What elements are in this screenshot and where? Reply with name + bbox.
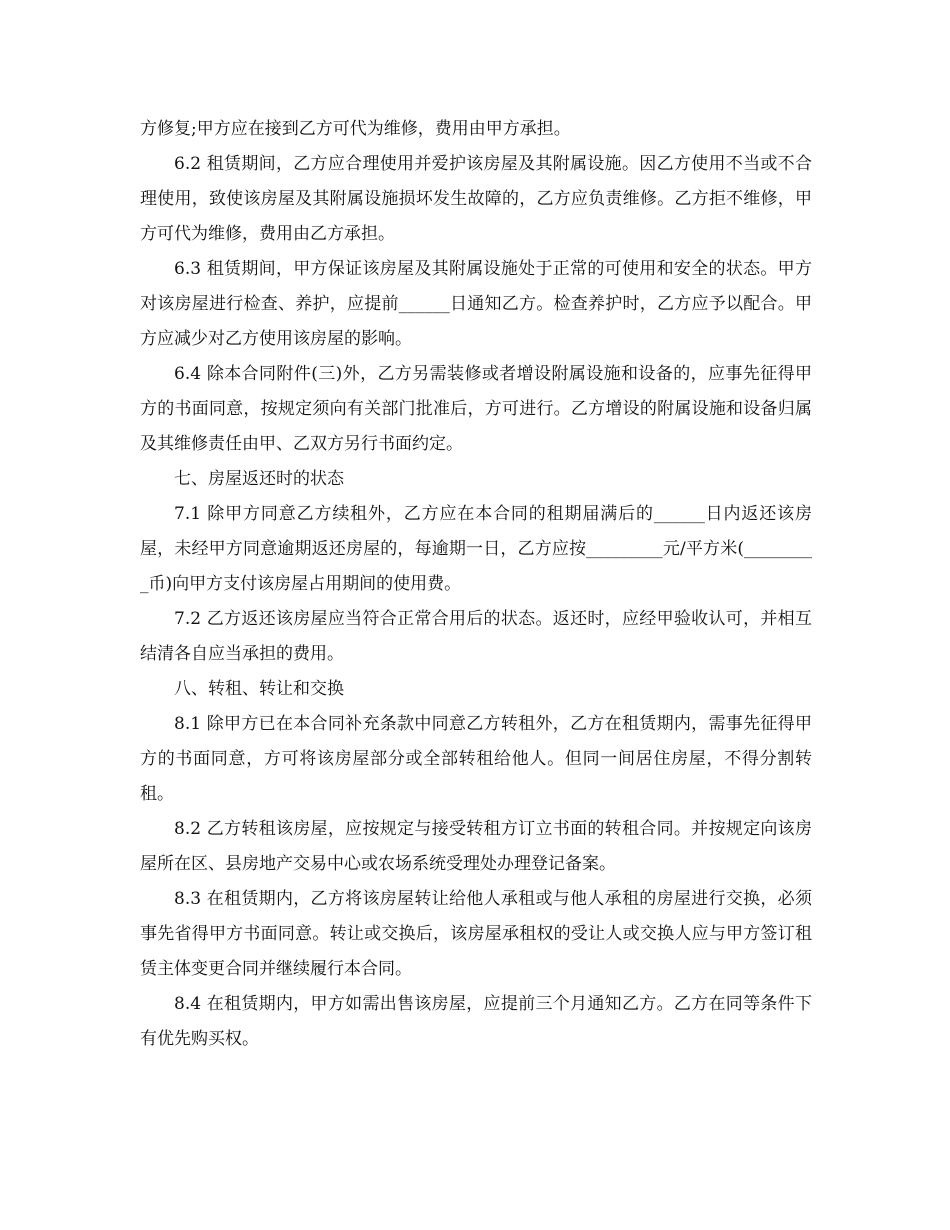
clause-8-4: 8.4 在租赁期内，甲方如需出售该房屋，应提前三个月通知乙方。乙方在同等条件下有优先购买权。 [140, 994, 812, 1049]
document-page [140, 112, 812, 1057]
paragraph-continuation: 方修复;甲方应在接到乙方可代为维修，费用由甲方承担。 [140, 119, 571, 139]
clause-8-1: 8.1 除甲方已在本合同补充条款中同意乙方转租外，乙方在租赁期内，需事先征得甲方的书面同意，方可将该房屋部分或全部转租给他人。但同一间居住房屋，不得分割转租。 [140, 714, 812, 804]
clause-7-1: 7.1 除甲方同意乙方续租外，乙方应在本合同的租期届满后的______日内返还该房屋，未经甲方同意逾期返还房屋的，每逾期一日，乙方应按_________元/平方米(_________币)向甲方支付该房屋占用期间的使用费。 [140, 504, 812, 594]
clause-8-3: 8.3 在租赁期内，乙方将该房屋转让给他人承租或与他人承租的房屋进行交换，必须事先省得甲方书面同意。转让或交换后，该房屋承租权的受让人或交换人应与甲方签订租赁主体变更合同并继续履行本合同。 [140, 889, 812, 979]
clause-8-2: 8.2 乙方转租该房屋，应按规定与接受转租方订立书面的转租合同。并按规定向该房屋所在区、县房地产交易中心或农场系统受理处办理登记备案。 [140, 819, 812, 874]
clause-6-3: 6.3 租赁期间，甲方保证该房屋及其附属设施处于正常的可使用和安全的状态。甲方对该房屋进行检查、养护，应提前______日通知乙方。检查养护时，乙方应予以配合。甲方应减少对乙方使用该房屋的影响。 [140, 259, 812, 349]
clause-6-4: 6.4 除本合同附件(三)外，乙方另需装修或者增设附属设施和设备的，应事先征得甲方的书面同意，按规定须向有关部门批准后，方可进行。乙方增设的附属设施和设备归属及其维修责任由甲、乙双方另行书面约定。 [140, 364, 812, 454]
section-heading-7: 七、房屋返还时的状态 [174, 469, 344, 489]
section-heading-8: 八、转租、转让和交换 [174, 679, 344, 699]
clause-7-2: 7.2 乙方返还该房屋应当符合正常合用后的状态。返还时，应经甲验收认可，并相互结清各自应当承担的费用。 [140, 609, 812, 664]
clause-6-2: 6.2 租赁期间，乙方应合理使用并爱护该房屋及其附属设施。因乙方使用不当或不合理使用，致使该房屋及其附属设施损坏发生故障的，乙方应负责维修。乙方拒不维修，甲方可代为维修，费用由乙方承担。 [140, 154, 812, 244]
